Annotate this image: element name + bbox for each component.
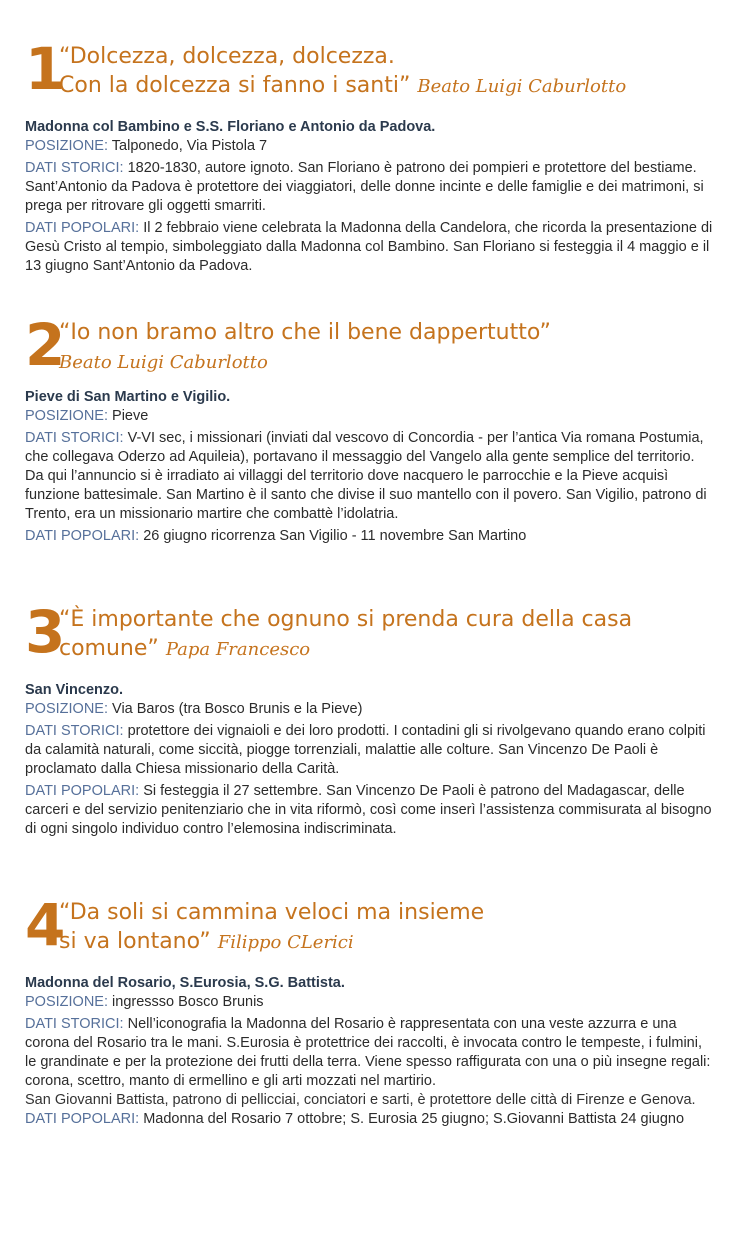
quote-author: Papa Francesco <box>165 639 311 660</box>
posizione-label: POSIZIONE: <box>25 408 108 424</box>
section-header <box>25 35 715 103</box>
monument-title: Pieve di San Martino e Vigilio. <box>25 389 231 405</box>
dati-storici-label: DATI STORICI: <box>25 1016 124 1032</box>
dati-popolari-label: DATI POPOLARI: <box>25 220 140 236</box>
quote-author: Filippo CLerici <box>217 932 354 953</box>
section-4 <box>25 891 715 1129</box>
section-quote <box>59 318 551 377</box>
section-number: 1 <box>25 35 66 103</box>
dati-storici-label: DATI STORICI: <box>25 160 124 176</box>
posizione-row <box>25 700 715 719</box>
dati-storici-value: Nell’iconografia la Madonna del Rosario è rappresentata con una veste azzurra e una corona del Rosario tra le mani. S.Eurosia è protettrice dei raccolti, è invocata contro le tempeste, i fulmini, le grandinate e per la protezione dei frutti della terra. Viene spesso raffigurata con una o più insegne regali: corona, scettro, manto di ermellino e gli arti mozzati nel martirio. <box>25 1016 711 1089</box>
section-number: 3 <box>25 598 66 666</box>
posizione-value: Pieve <box>112 408 149 424</box>
quote-author: Beato Luigi Caburlotto <box>417 76 627 97</box>
dati-storici-row <box>25 722 715 779</box>
section-header <box>25 598 715 666</box>
posizione-row <box>25 137 715 156</box>
dati-popolari-row <box>25 1110 715 1129</box>
quote-line: Con la dolcezza si fanno i santi” <box>59 73 411 98</box>
posizione-row <box>25 407 715 426</box>
quote-line: “È importante che ognuno si prenda cura della casa <box>59 607 633 632</box>
dati-popolari-label: DATI POPOLARI: <box>25 783 140 799</box>
dati-popolari-row <box>25 527 715 546</box>
dati-storici-label: DATI STORICI: <box>25 723 124 739</box>
quote-line: si va lontano” <box>59 929 211 954</box>
posizione-label: POSIZIONE: <box>25 701 108 717</box>
section-number: 2 <box>25 311 66 379</box>
monument-title: Madonna col Bambino e S.S. Floriano e Antonio da Padova. <box>25 119 436 135</box>
dati-storici-row <box>25 429 715 524</box>
dati-popolari-row <box>25 219 715 276</box>
dati-popolari-value: Madonna del Rosario 7 ottobre; S. Eurosia 25 giugno; S.Giovanni Battista 24 giugno <box>143 1111 685 1127</box>
section-header <box>25 891 715 959</box>
dati-storici-value: V-VI sec, i missionari (inviati dal vescovo di Concordia - per l’antica Via romana Postumia, che collegava Oderzo ad Aquileia), portavano il messaggio del Vangelo alla gente semplice del territorio. Da qui l’annuncio si è irradiato ai villaggi del territorio dove nacquero le parrocchie e la Pieve acquisì funzione battesimale. San Martino è il santo che divise il suo mantello con il povero. San Vigilio, patrono di Trento, era un missionario martire che combattè l’idolatria. <box>25 430 707 522</box>
section-header <box>25 311 715 379</box>
dati-popolari-label: DATI POPOLARI: <box>25 528 140 544</box>
section-number: 4 <box>25 891 66 959</box>
posizione-value: Via Baros (tra Bosco Brunis e la Pieve) <box>112 701 363 717</box>
dati-storici-row <box>25 159 715 216</box>
quote-line: “Io non bramo altro che il bene dappertutto” <box>59 320 551 345</box>
dati-popolari-value: Il 2 febbraio viene celebrata la Madonna della Candelora, che ricorda la presentazione di Gesù Cristo al tempio, simboleggiato dalla Madonna col Bambino. San Floriano si festeggia il 4 maggio e il 13 giugno Sant’Antonio da Padova. <box>25 220 713 274</box>
section-quote <box>59 605 632 664</box>
posizione-value: Talponedo, Via Pistola 7 <box>111 138 268 154</box>
quote-line: “Dolcezza, dolcezza, dolcezza. <box>59 44 395 69</box>
quote-line: comune” <box>59 636 159 661</box>
posizione-label: POSIZIONE: <box>25 994 108 1010</box>
dati-storici-extra: San Giovanni Battista, patrono di pellicciai, conciatori e sarti, è protettore delle città di Firenze e Genova. <box>25 1092 696 1108</box>
section-1 <box>25 35 715 276</box>
dati-storici-value: protettore dei vignaioli e dei loro prodotti. I contadini gli si rivolgevano quando erano colpiti da calamità naturali, come siccità, piogge torrenziali, malattie alle colture. San Vincenzo De Paoli è proclamato dalla Chiesa missionario della Carità. <box>25 723 706 777</box>
monument-title: Madonna del Rosario, S.Eurosia, S.G. Battista. <box>25 975 345 991</box>
dati-storici-row <box>25 1015 715 1091</box>
dati-popolari-label: DATI POPOLARI: <box>25 1111 140 1127</box>
quote-author: Beato Luigi Caburlotto <box>59 352 268 373</box>
quote-line: “Da soli si cammina veloci ma insieme <box>59 900 485 925</box>
posizione-row <box>25 993 715 1012</box>
section-3 <box>25 598 715 839</box>
dati-popolari-value: 26 giugno ricorrenza San Vigilio - 11 novembre San Martino <box>143 528 527 544</box>
monument-title: San Vincenzo. <box>25 682 124 698</box>
posizione-value: ingressso Bosco Brunis <box>112 994 264 1010</box>
section-2 <box>25 311 715 546</box>
dati-popolari-row <box>25 782 715 839</box>
posizione-label: POSIZIONE: <box>25 138 108 154</box>
dati-storici-label: DATI STORICI: <box>25 430 124 446</box>
section-quote <box>59 898 484 957</box>
dati-storici-value: 1820-1830, autore ignoto. San Floriano è patrono dei pompieri e protettore del bestiame. Sant’Antonio da Padova è protettore dei viaggiatori, delle donne incinte e delle famiglie e dei matrimoni, si prega per ritrovare gli oggetti smarriti. <box>25 160 704 214</box>
dati-popolari-value: Si festeggia il 27 settembre. San Vincenzo De Paoli è patrono del Madagascar, delle carceri e del servizio penitenziario che in vita riformò, così come inserì l’assistenza commisurata al bisogno di ogni singolo individuo contro l’elemosina indiscriminata. <box>25 783 712 837</box>
section-quote <box>59 42 626 101</box>
